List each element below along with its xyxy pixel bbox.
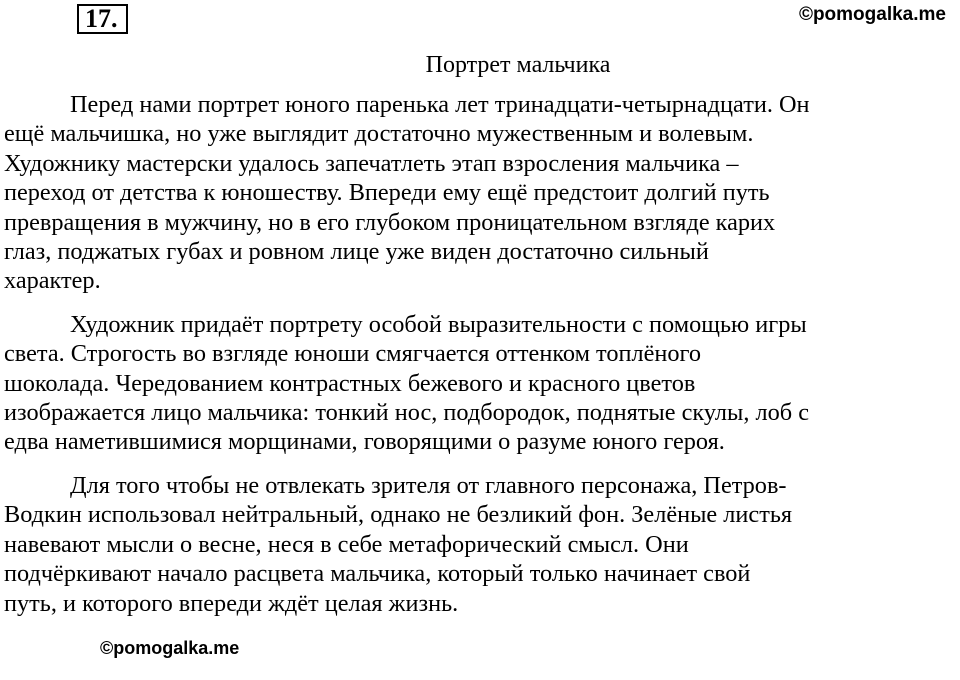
text-line: ещё мальчишка, но уже выглядит достаточно мужественным и волевым. — [4, 120, 754, 148]
text-line: навевают мысли о весне, неся в себе метафорический смысл. Они — [4, 530, 689, 558]
text-line: путь, и которого впереди ждёт целая жизнь. — [4, 589, 459, 617]
text-line: глаз, поджатых губах и ровном лице уже виден достаточно сильный — [4, 238, 709, 266]
text-line: Художник придаёт портрету особой выразительности с помощью игры — [70, 310, 807, 338]
text-line: шоколада. Чередованием контрастных бежевого и красного цветов — [4, 369, 696, 397]
text-line: Для того чтобы не отвлекать зрителя от главного персонажа, Петров- — [70, 471, 787, 499]
paragraph-3 — [4, 471, 954, 618]
task-number — [77, 4, 128, 34]
paragraph-1 — [4, 90, 954, 296]
text-line: изображается лицо мальчика: тонкий нос, подбородок, поднятые скулы, лоб с — [4, 399, 809, 427]
text-line: Водкин использовал нейтральный, однако не безликий фон. Зелёные листья — [4, 501, 793, 529]
watermark-top: ©pomogalka.me — [798, 4, 946, 25]
text-line: характер. — [4, 267, 101, 295]
text-line: едва наметившимися морщинами, говорящими о разуме юного героя. — [4, 428, 725, 456]
task-number-label: 17. — [85, 4, 118, 33]
text-line: света. Строгость во взгляде юноши смягчается оттенком топлёного — [4, 340, 702, 368]
watermark-bottom: ©pomogalka.me — [100, 638, 240, 658]
text-line: переход от детства к юношеству. Впереди ему ещё предстоит долгий путь — [4, 179, 770, 207]
essay-title: Портрет мальчика — [425, 52, 611, 78]
paragraph-2 — [4, 310, 954, 457]
text-line: Перед нами портрет юного паренька лет тринадцати-четырнадцати. Он — [70, 91, 810, 118]
text-line: подчёркивают начало расцвета мальчика, который только начинает свой — [4, 560, 751, 588]
essay-body — [4, 90, 954, 632]
text-line: превращения в мужчину, но в его глубоком проницательном взгляде карих — [4, 208, 776, 236]
text-line: Художнику мастерски удалось запечатлеть этап взросления мальчика – — [4, 149, 739, 177]
